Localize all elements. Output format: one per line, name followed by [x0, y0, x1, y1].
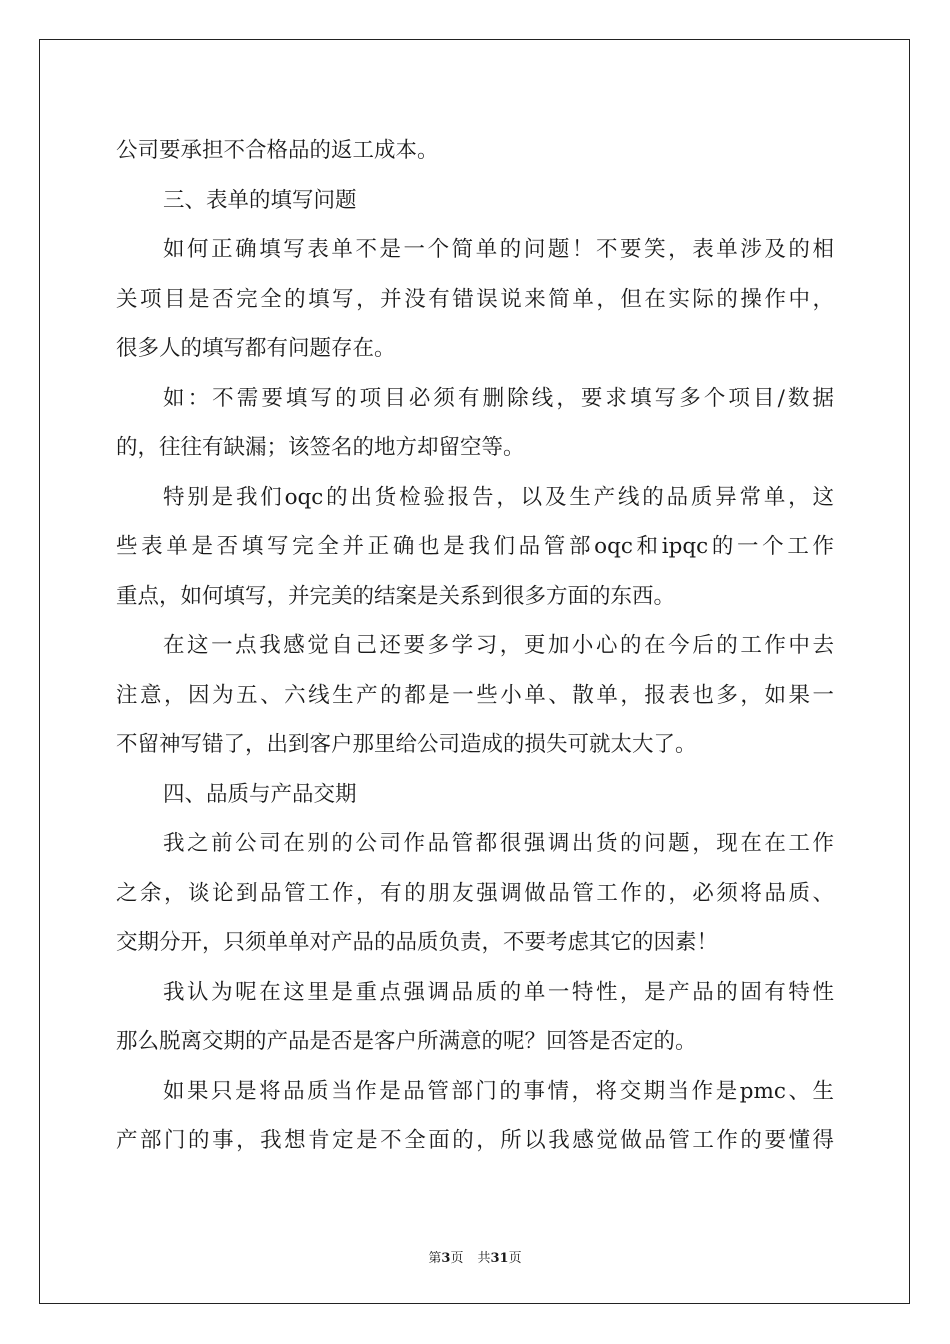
total-suffix: 页 [508, 1251, 522, 1266]
text-line: 的，往往有缺漏；该签名的地方却留空等。 [116, 435, 525, 460]
text-line: 些表单是否填写完全并正确也是我们品管部oqc和ipqc的一个工作 [116, 534, 834, 559]
section-heading: 三、表单的填写问题 [163, 187, 357, 213]
text-line: 如：不需要填写的项目必须有删除线，要求填写多个项目/数据 [163, 385, 834, 411]
text-line: 特别是我们oqc的出货检验报告，以及生产线的品质异常单，这 [163, 484, 834, 510]
total-pages: 31 [490, 1251, 509, 1266]
total-prefix: 共 [477, 1251, 491, 1266]
text-line: 交期分开，只须单单对产品的品质负责，不要考虑其它的因素！ [116, 930, 719, 955]
text-line: 不留神写错了，出到客户那里给公司造成的损失可就太大了。 [116, 732, 697, 757]
text-line: 如果只是将品质当作是品管部门的事情，将交期当作是pmc、生 [163, 1078, 834, 1104]
page-number: 3 [441, 1251, 451, 1266]
text-line: 在这一点我感觉自己还要多学习，更加小心的在今后的工作中去 [163, 633, 834, 658]
text-line: 我之前公司在别的公司作品管都很强调出货的问题，现在在工作 [163, 831, 834, 856]
document-body [116, 126, 834, 1166]
text-line: 我认为呢在这里是重点强调品质的单一特性，是产品的固有特性 [163, 979, 834, 1005]
text-line: 如何正确填写表单不是一个简单的问题！不要笑，表单涉及的相 [163, 237, 834, 262]
text-line: 产部门的事，我想肯定是不全面的，所以我感觉做品管工作的要懂得 [116, 1128, 834, 1153]
text-line: 关项目是否完全的填写，并没有错误说来简单，但在实际的操作中， [116, 286, 834, 312]
page-suffix: 页 [450, 1251, 464, 1266]
text-line: 之余，谈论到品管工作，有的朋友强调做品管工作的，必须将品质、 [116, 880, 834, 906]
text-line: 那么脱离交期的产品是否是客户所满意的呢？回答是否定的。 [116, 1029, 697, 1054]
page-footer [0, 1247, 950, 1266]
page-prefix: 第 [428, 1251, 442, 1266]
text-line: 重点，如何填写，并完美的结案是关系到很多方面的东西。 [116, 583, 676, 609]
text-line: 注意，因为五、六线生产的都是一些小单、散单，报表也多，如果一 [116, 682, 834, 708]
section-heading: 四、品质与产品交期 [163, 781, 357, 807]
text-line: 很多人的填写都有问题存在。 [116, 336, 396, 361]
text-line: 公司要承担不合格品的返工成本。 [116, 138, 439, 163]
